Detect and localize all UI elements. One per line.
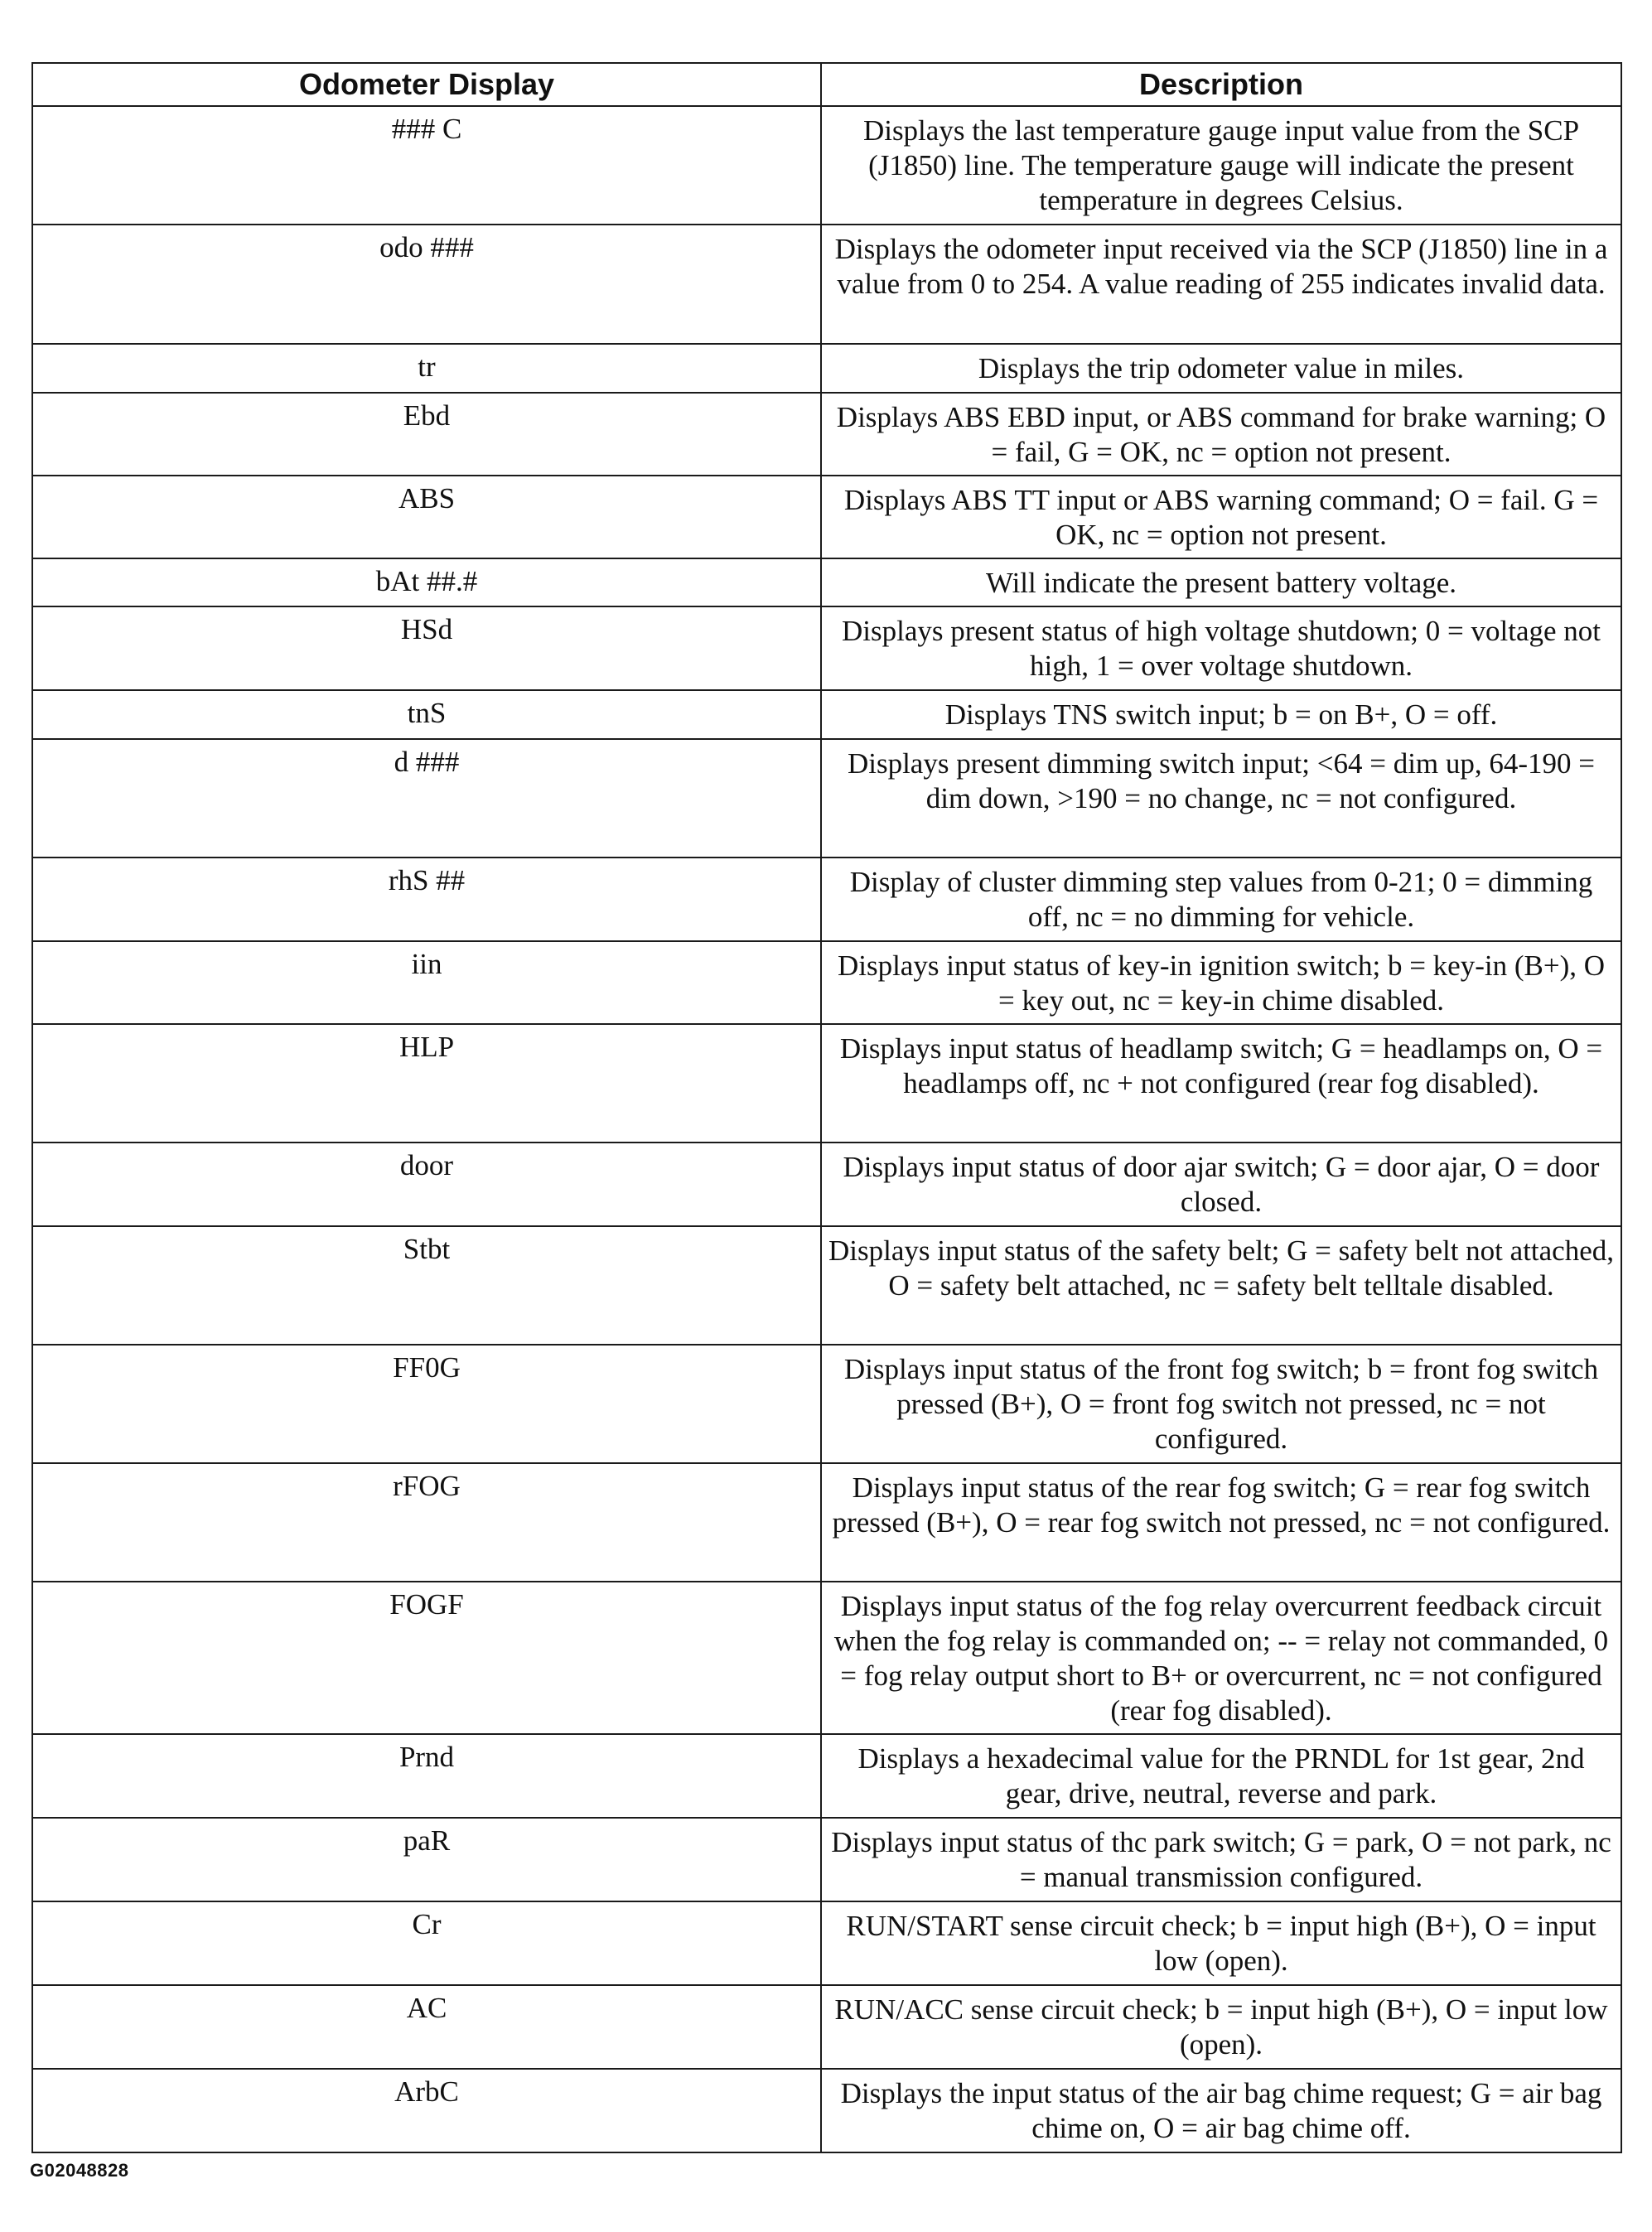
table-row: [32, 606, 1621, 690]
table-row: [32, 1818, 1621, 1901]
description-cell: Displays TNS switch input; b = on B+, O = off.: [821, 690, 1621, 739]
description-cell: Displays input status of the fog relay overcurrent feedback circuit when the fog relay is commanded on; -- = relay not commanded, 0 = fog relay output short to B+ or overcurrent, nc = not configured (rear fog disabled).: [821, 1582, 1621, 1734]
table-row: [32, 1463, 1621, 1582]
odometer-display-cell: FOGF: [32, 1582, 821, 1734]
table-row: [32, 344, 1621, 393]
description-cell: Displays present dimming switch input; <64 = dim up, 64-190 = dim down, >190 = no change, nc = not configured.: [821, 739, 1621, 858]
odometer-display-cell: HLP: [32, 1024, 821, 1143]
table-row: [32, 1024, 1621, 1143]
table-body: [32, 106, 1621, 2152]
description-cell: Displays input status of the rear fog switch; G = rear fog switch pressed (B+), O = rear fog switch not pressed, nc = not configured.: [821, 1463, 1621, 1582]
odometer-display-cell: Cr: [32, 1901, 821, 1985]
table-row: [32, 393, 1621, 476]
description-cell: Will indicate the present battery voltage.: [821, 558, 1621, 606]
table-row: [32, 1143, 1621, 1226]
odometer-display-cell: odo ###: [32, 225, 821, 344]
odometer-display-cell: bAt ##.#: [32, 558, 821, 606]
odometer-display-cell: tnS: [32, 690, 821, 739]
description-cell: Displays the odometer input received via the SCP (J1850) line in a value from 0 to 254. A value reading of 255 indicates invalid data.: [821, 225, 1621, 344]
odometer-display-cell: iin: [32, 941, 821, 1024]
description-cell: Displays input status of thc park switch; G = park, O = not park, nc = manual transmission configured.: [821, 1818, 1621, 1901]
description-cell: Displays input status of key-in ignition switch; b = key-in (B+), O = key out, nc = key-in chime disabled.: [821, 941, 1621, 1024]
description-cell: Displays the last temperature gauge input value from the SCP (J1850) line. The temperature gauge will indicate the present temperature in degrees Celsius.: [821, 106, 1621, 225]
description-cell: Display of cluster dimming step values from 0-21; 0 = dimming off, nc = no dimming for vehicle.: [821, 858, 1621, 941]
odometer-display-cell: HSd: [32, 606, 821, 690]
description-cell: Displays a hexadecimal value for the PRNDL for 1st gear, 2nd gear, drive, neutral, reverse and park.: [821, 1734, 1621, 1818]
description-cell: Displays ABS EBD input, or ABS command for brake warning; O = fail, G = OK, nc = option not present.: [821, 393, 1621, 476]
table-row: [32, 1901, 1621, 1985]
odometer-display-cell: ABS: [32, 476, 821, 558]
table-row: [32, 739, 1621, 858]
description-cell: Displays input status of headlamp switch; G = headlamps on, O = headlamps off, nc + not configured (rear fog disabled).: [821, 1024, 1621, 1143]
table-row: [32, 1226, 1621, 1345]
description-cell: RUN/ACC sense circuit check; b = input high (B+), O = input low (open).: [821, 1985, 1621, 2069]
description-cell: RUN/START sense circuit check; b = input high (B+), O = input low (open).: [821, 1901, 1621, 1985]
description-cell: Displays input status of the safety belt; G = safety belt not attached, O = safety belt attached, nc = safety belt telltale disabled.: [821, 1226, 1621, 1345]
table-row: [32, 690, 1621, 739]
odometer-display-cell: Prnd: [32, 1734, 821, 1818]
table-row: [32, 1985, 1621, 2069]
odometer-display-cell: d ###: [32, 739, 821, 858]
header-odometer-display: Odometer Display: [32, 63, 821, 106]
odometer-display-cell: rFOG: [32, 1463, 821, 1582]
odometer-display-cell: ### C: [32, 106, 821, 225]
header-row: [32, 63, 1621, 106]
odometer-display-cell: Stbt: [32, 1226, 821, 1345]
odometer-display-cell: FF0G: [32, 1345, 821, 1463]
odometer-display-cell: paR: [32, 1818, 821, 1901]
odometer-display-cell: rhS ##: [32, 858, 821, 941]
table-row: [32, 858, 1621, 941]
odometer-display-cell: Ebd: [32, 393, 821, 476]
description-cell: Displays the input status of the air bag chime request; G = air bag chime on, O = air bag chime off.: [821, 2069, 1621, 2152]
table-row: [32, 1734, 1621, 1818]
figure-id: G02048828: [30, 2160, 129, 2181]
table-row: [32, 106, 1621, 225]
table-row: [32, 1345, 1621, 1463]
header-description: Description: [821, 63, 1621, 106]
table-row: [32, 941, 1621, 1024]
odometer-display-cell: AC: [32, 1985, 821, 2069]
odometer-display-cell: door: [32, 1143, 821, 1226]
table-row: [32, 1582, 1621, 1734]
table-row: [32, 476, 1621, 558]
odometer-display-table: [31, 62, 1622, 2153]
table-row: [32, 558, 1621, 606]
odometer-display-cell: ArbC: [32, 2069, 821, 2152]
table-row: [32, 225, 1621, 344]
description-cell: Displays ABS TT input or ABS warning command; O = fail. G = OK, nc = option not present.: [821, 476, 1621, 558]
description-cell: Displays present status of high voltage shutdown; 0 = voltage not high, 1 = over voltage shutdown.: [821, 606, 1621, 690]
description-cell: Displays the trip odometer value in miles.: [821, 344, 1621, 393]
table-row: [32, 2069, 1621, 2152]
description-cell: Displays input status of the front fog switch; b = front fog switch pressed (B+), O = front fog switch not pressed, nc = not configured.: [821, 1345, 1621, 1463]
description-cell: Displays input status of door ajar switch; G = door ajar, O = door closed.: [821, 1143, 1621, 1226]
odometer-display-cell: tr: [32, 344, 821, 393]
